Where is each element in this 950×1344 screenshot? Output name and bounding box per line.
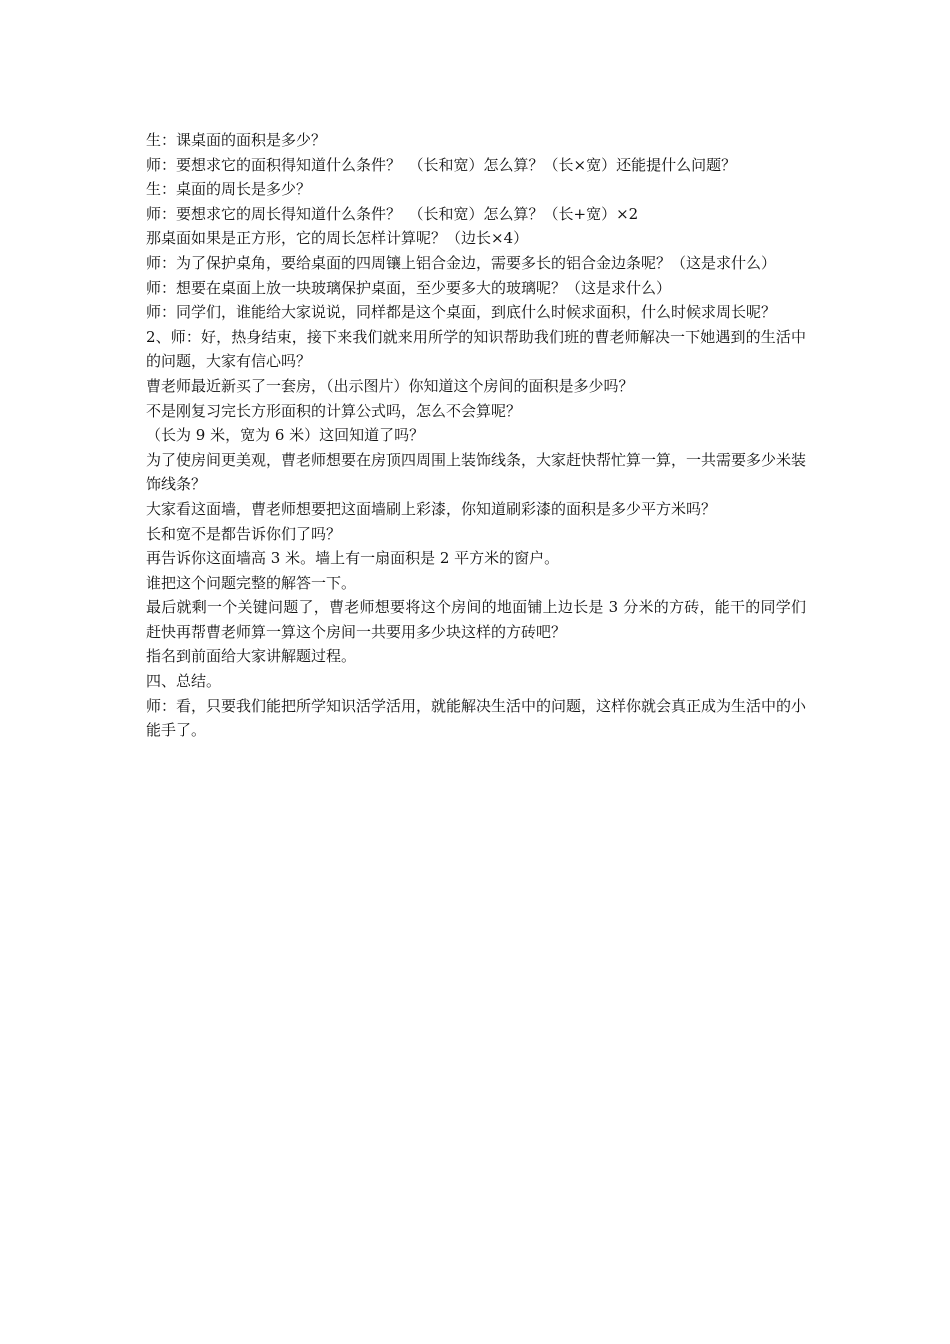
paragraph: 师：想要在桌面上放一块玻璃保护桌面，至少要多大的玻璃呢？（这是求什么） xyxy=(146,278,672,297)
paragraph: 谁把这个问题完整的解答一下。 xyxy=(146,573,357,592)
paragraph: 师：要想求它的面积得知道什么条件？ （长和宽）怎么算？（长×宽）还能提什么问题？ xyxy=(146,155,737,174)
paragraph: 生：桌面的周长是多少？ xyxy=(146,180,312,199)
paragraph: 不是刚复习完长方形面积的计算公式吗，怎么不会算呢？ xyxy=(146,401,522,420)
paragraph: 曹老师最近新买了一套房，（出示图片）你知道这个房间的面积是多少吗？ xyxy=(146,376,634,395)
paragraph: 师：要想求它的周长得知道什么条件？ （长和宽）怎么算？（长+宽）×2 xyxy=(146,204,639,223)
paragraph: 大家看这面墙，曹老师想要把这面墙刷上彩漆，你知道刷彩漆的面积是多少平方米吗？ xyxy=(146,499,717,518)
paragraph: 长和宽不是都告诉你们了吗？ xyxy=(146,524,342,543)
paragraph: 那桌面如果是正方形，它的周长怎样计算呢？（边长×4） xyxy=(146,229,529,248)
paragraph: 师：同学们，谁能给大家说说，同样都是这个桌面，到底什么时候求面积，什么时候求周长呢？ xyxy=(146,303,777,322)
paragraph: 为了使房间更美观，曹老师想要在房顶四周围上装饰线条，大家赶快帮忙算一算，一共需要多少米装饰线条？ xyxy=(146,450,807,494)
lesson-text-body xyxy=(146,128,806,743)
paragraph: 再告诉你这面墙高 3 米。墙上有一扇面积是 2 平方米的窗户。 xyxy=(146,549,560,568)
paragraph: 生：课桌面的面积是多少？ xyxy=(146,131,327,149)
paragraph: 指名到前面给大家讲解题过程。 xyxy=(146,647,357,666)
paragraph: 2、师：好，热身结束，接下来我们就来用所学的知识帮助我们班的曹老师解决一下她遇到的生活中的问题，大家有信心吗？ xyxy=(146,327,806,371)
paragraph: 最后就剩一个关键问题了，曹老师想要将这个房间的地面铺上边长是 3 分米的方砖，能干的同学们赶快再帮曹老师算一算这个房间一共要用多少块这样的方砖吧？ xyxy=(146,598,806,641)
section-heading: 四、总结。 xyxy=(146,672,222,691)
paragraph: 师：看，只要我们能把所学知识活学活用，就能解决生活中的问题，这样你就会真正成为生活中的小能手了。 xyxy=(146,696,807,740)
paragraph: （长为 9 米，宽为 6 米）这回知道了吗？ xyxy=(146,426,425,445)
paragraph: 师：为了保护桌角，要给桌面的四周镶上铝合金边，需要多长的铝合金边条呢？（这是求什么） xyxy=(146,253,777,272)
